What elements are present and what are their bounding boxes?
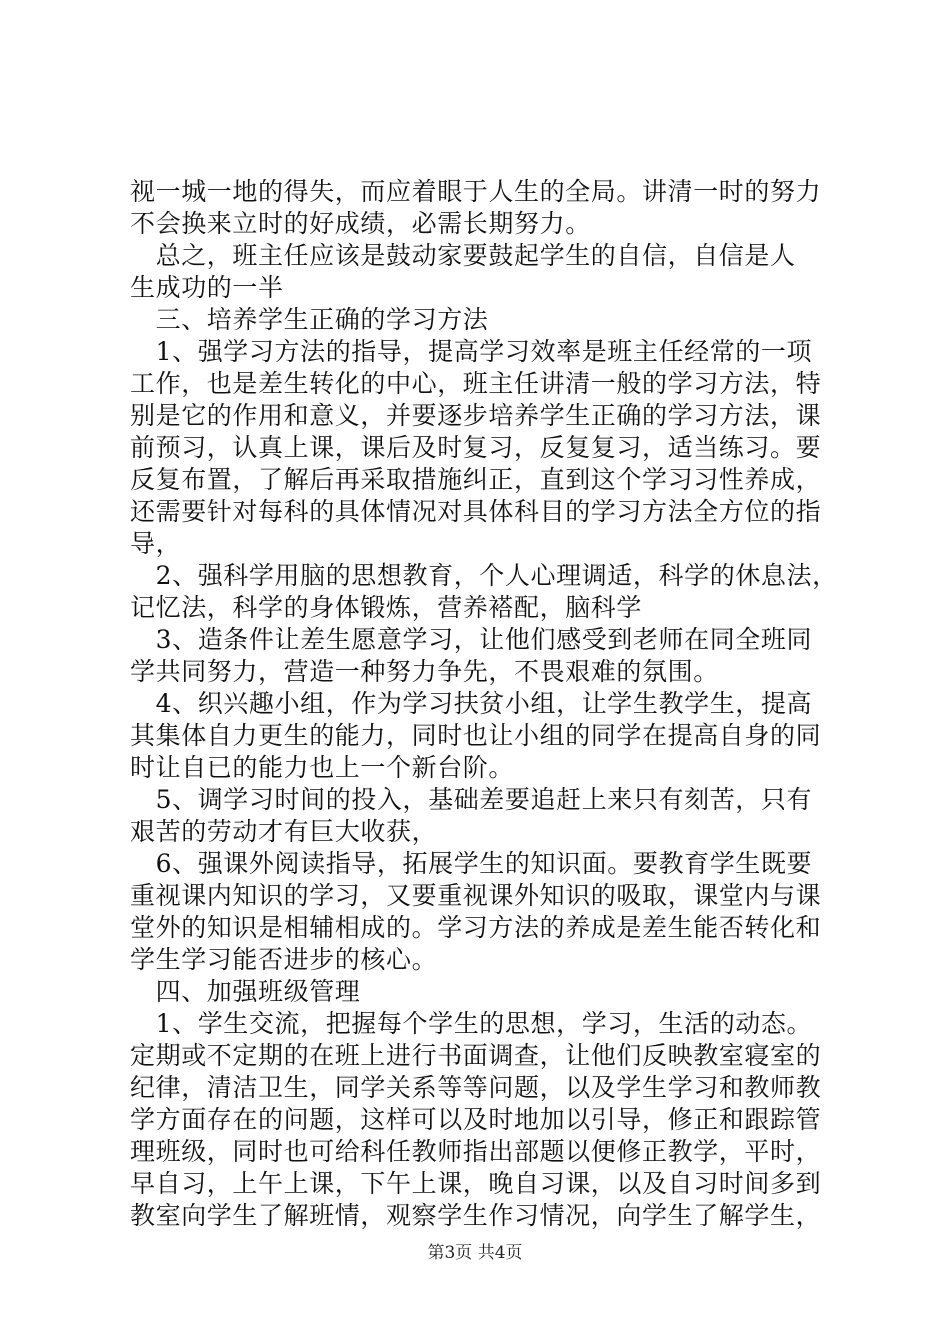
text-line: 早自习，上午上课，下午上课，晚自习课，以及自习时间多到 (130, 1169, 822, 1198)
text-line: 定期或不定期的在班上进行书面调查，让他们反映教室寝室的 (130, 1041, 822, 1070)
text-line: 前预习，认真上课，课后及时复习，反复复习，适当练习。要 (130, 433, 822, 462)
text-line: 视一城一地的得失，而应着眼于人生的全局。讲清一时的努力 (130, 177, 822, 206)
text-line: 学共同努力，营造一种努力争先，不畏艰难的氛围。 (130, 657, 719, 686)
page-number: 第3页 共4页 (427, 1243, 523, 1263)
section-heading: 四、加强班级管理 (130, 977, 361, 1006)
text-line: 2、强科学用脑的思想教育，个人心理调适，科学的休息法， (130, 561, 838, 590)
text-line: 学方面存在的问题，这样可以及时地加以引导，修正和跟踪管 (130, 1105, 822, 1134)
text-line: 1、学生交流，把握每个学生的思想，学习，生活的动态。 (130, 1009, 813, 1038)
text-line: 其集体自力更生的能力，同时也让小组的同学在提高自身的同 (130, 721, 822, 750)
text-line: 纪律，清洁卫生，同学关系等等问题，以及学生学习和教师教 (130, 1073, 822, 1102)
text-line: 还需要针对每科的具体情况对具体科目的学习方法全方位的指 (130, 497, 822, 526)
text-line: 6、强课外阅读指导，拓展学生的知识面。要教育学生既要 (130, 849, 813, 878)
text-line: 工作，也是差生转化的中心，班主任讲清一般的学习方法，特 (130, 369, 822, 398)
text-line: 学生学习能否进步的核心。 (130, 945, 438, 974)
text-line: 时让自已的能力也上一个新台阶。 (130, 753, 515, 782)
section-heading: 三、培养学生正确的学习方法 (130, 305, 489, 334)
text-line: 艰苦的劳动才有巨大收获， (130, 817, 438, 846)
text-line: 教室向学生了解班情，观察学生作习情况，向学生了解学生， (130, 1201, 822, 1230)
text-line: 4、织兴趣小组，作为学习扶贫小组，让学生教学生，提高 (130, 689, 813, 718)
text-line: 堂外的知识是相辅相成的。学习方法的养成是差生能否转化和 (130, 913, 822, 942)
text-line: 生成功的一半 (130, 273, 284, 302)
text-line: 理班级，同时也可给科任教师指出部题以便修正教学，平时， (130, 1137, 822, 1166)
text-line: 导， (130, 529, 182, 558)
text-line: 别是它的作用和意义，并要逐步培养学生正确的学习方法，课 (130, 401, 822, 430)
text-line: 反复布置，了解后再采取措施纠正，直到这个学习习性养成， (130, 465, 822, 494)
text-line: 1、强学习方法的指导，提高学习效率是班主任经常的一项 (130, 337, 813, 366)
text-line: 记忆法，科学的身体锻炼，营养褡配，脑科学 (130, 593, 643, 622)
text-line: 不会换来立时的好成绩，必需长期努力。 (130, 209, 591, 238)
text-line: 3、造条件让差生愿意学习，让他们感受到老师在同全班同 (130, 625, 813, 654)
text-line: 5、调学习时间的投入，基础差要追赶上来只有刻苦，只有 (130, 785, 813, 814)
text-line: 重视课内知识的学习，又要重视课外知识的吸取，课堂内与课 (130, 881, 822, 910)
text-line: 总之，班主任应该是鼓动家要鼓起学生的自信，自信是人 (130, 241, 796, 270)
